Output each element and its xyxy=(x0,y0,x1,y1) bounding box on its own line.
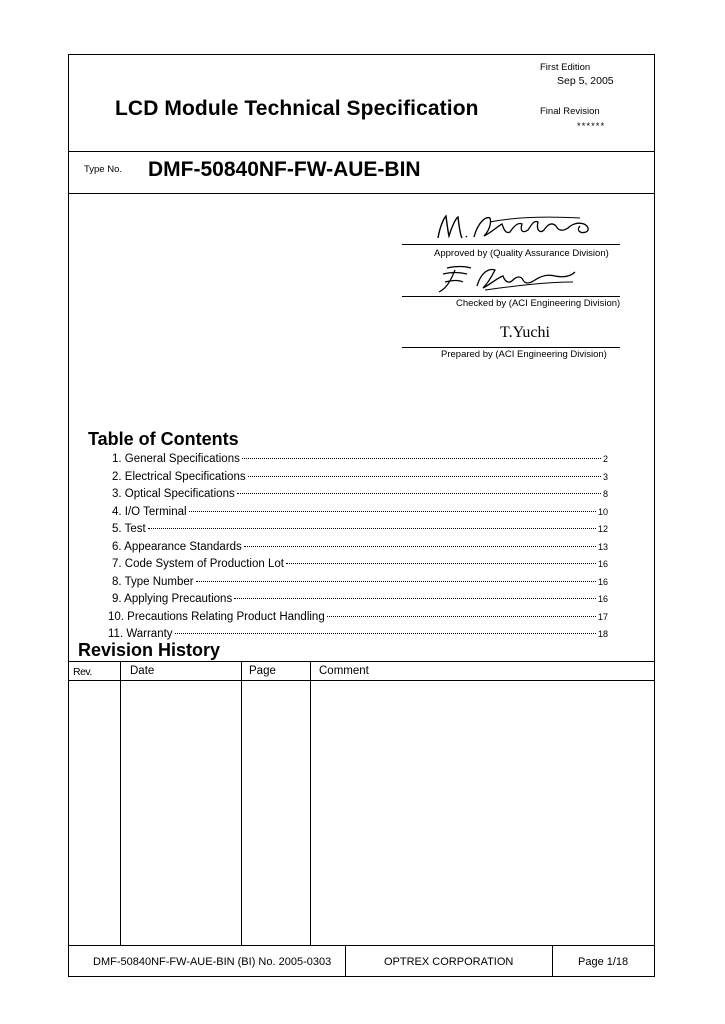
revision-history-heading: Revision History xyxy=(78,640,221,660)
toc-item-title: 7. Code System of Production Lot xyxy=(112,558,284,570)
toc-leader-dots xyxy=(286,563,596,564)
toc-item-title: 8. Type Number xyxy=(112,576,194,588)
type-number-label: Type No. xyxy=(84,164,123,175)
footer-divider-2 xyxy=(552,945,553,977)
toc-item-title: 4. I/O Terminal xyxy=(112,506,187,518)
toc-item-title: 2. Electrical Specifications xyxy=(112,471,246,483)
toc-item-page: 16 xyxy=(597,577,608,587)
divider-revision-header xyxy=(68,680,655,681)
toc-item[interactable] xyxy=(112,523,608,539)
footer-doc-number: DMF-50840NF-FW-AUE-BIN (BI) No. 2005-0303 xyxy=(93,956,332,968)
toc-item-title: 9. Applying Precautions xyxy=(112,593,233,605)
edition-date: Sep 5, 2005 xyxy=(557,75,614,87)
toc-item-page: 16 xyxy=(597,559,608,569)
final-revision-value: ****** xyxy=(577,121,606,132)
toc-item-title: 3. Optical Specifications xyxy=(112,488,235,500)
toc-item[interactable] xyxy=(112,558,608,574)
toc-item[interactable] xyxy=(112,593,608,609)
type-number: DMF-50840NF-FW-AUE-BIN xyxy=(148,158,421,181)
document-title: LCD Module Technical Specification xyxy=(115,97,479,120)
toc-leader-dots xyxy=(189,511,596,512)
toc-item-page: 13 xyxy=(597,542,608,552)
checked-signature xyxy=(425,262,585,296)
divider-type xyxy=(68,193,655,194)
column-header-date: Date xyxy=(130,665,155,677)
toc-leader-dots xyxy=(237,493,601,494)
final-revision-label: Final Revision xyxy=(540,106,600,117)
approved-signature-line xyxy=(402,244,620,245)
toc-leader-dots xyxy=(175,633,596,634)
column-header-rev: Rev. xyxy=(73,666,92,678)
toc-item-page: 16 xyxy=(597,594,608,604)
toc-leader-dots xyxy=(244,546,596,547)
toc-leader-dots xyxy=(196,581,596,582)
toc-heading: Table of Contents xyxy=(88,429,239,449)
toc-item[interactable] xyxy=(112,453,608,469)
footer-company: OPTREX CORPORATION xyxy=(384,956,514,968)
prepared-by-name: T.Yuchi xyxy=(500,324,550,341)
prepared-caption: Prepared by (ACI Engineering Division) xyxy=(441,349,607,360)
approved-signature xyxy=(430,210,600,244)
toc-leader-dots xyxy=(242,458,601,459)
toc-item-title: 5. Test xyxy=(112,523,146,535)
footer-page-number: Page 1/18 xyxy=(578,956,629,968)
prepared-signature-line xyxy=(402,347,620,348)
divider-footer xyxy=(68,945,655,946)
footer-divider-1 xyxy=(345,945,346,977)
toc-item-page: 12 xyxy=(597,524,608,534)
column-header-page: Page xyxy=(249,665,276,677)
checked-signature-line xyxy=(402,296,620,297)
toc-item[interactable] xyxy=(112,471,608,487)
toc-leader-dots xyxy=(148,528,596,529)
toc-item[interactable] xyxy=(108,611,608,627)
column-header-comment: Comment xyxy=(319,665,369,677)
toc-leader-dots xyxy=(248,476,601,477)
toc-item[interactable] xyxy=(112,506,608,522)
toc-item-title: 10. Precautions Relating Product Handling xyxy=(108,611,325,623)
toc-item-page: 18 xyxy=(597,629,608,639)
column-divider-rev xyxy=(120,661,121,945)
approved-caption: Approved by (Quality Assurance Division) xyxy=(434,248,609,259)
toc-item-page: 17 xyxy=(597,612,608,622)
toc-item-title: 11. Warranty xyxy=(108,628,173,640)
toc-item-page: 3 xyxy=(602,472,608,482)
toc-leader-dots xyxy=(234,598,596,599)
toc-item-page: 2 xyxy=(602,454,608,464)
toc-leader-dots xyxy=(327,616,596,617)
toc-item-page: 10 xyxy=(597,507,608,517)
edition-label: First Edition xyxy=(540,62,591,73)
divider-header xyxy=(68,151,655,152)
toc-item[interactable] xyxy=(112,576,608,592)
toc-item-title: 1. General Specifications xyxy=(112,453,240,465)
divider-revision-top xyxy=(68,661,655,662)
column-divider-date xyxy=(241,661,242,945)
column-divider-page xyxy=(310,661,311,945)
toc-item[interactable] xyxy=(112,488,608,504)
checked-caption: Checked by (ACI Engineering Division) xyxy=(456,298,621,309)
toc-item-title: 6. Appearance Standards xyxy=(112,541,242,553)
toc-item-page: 8 xyxy=(602,489,608,499)
toc-item[interactable] xyxy=(112,541,608,557)
